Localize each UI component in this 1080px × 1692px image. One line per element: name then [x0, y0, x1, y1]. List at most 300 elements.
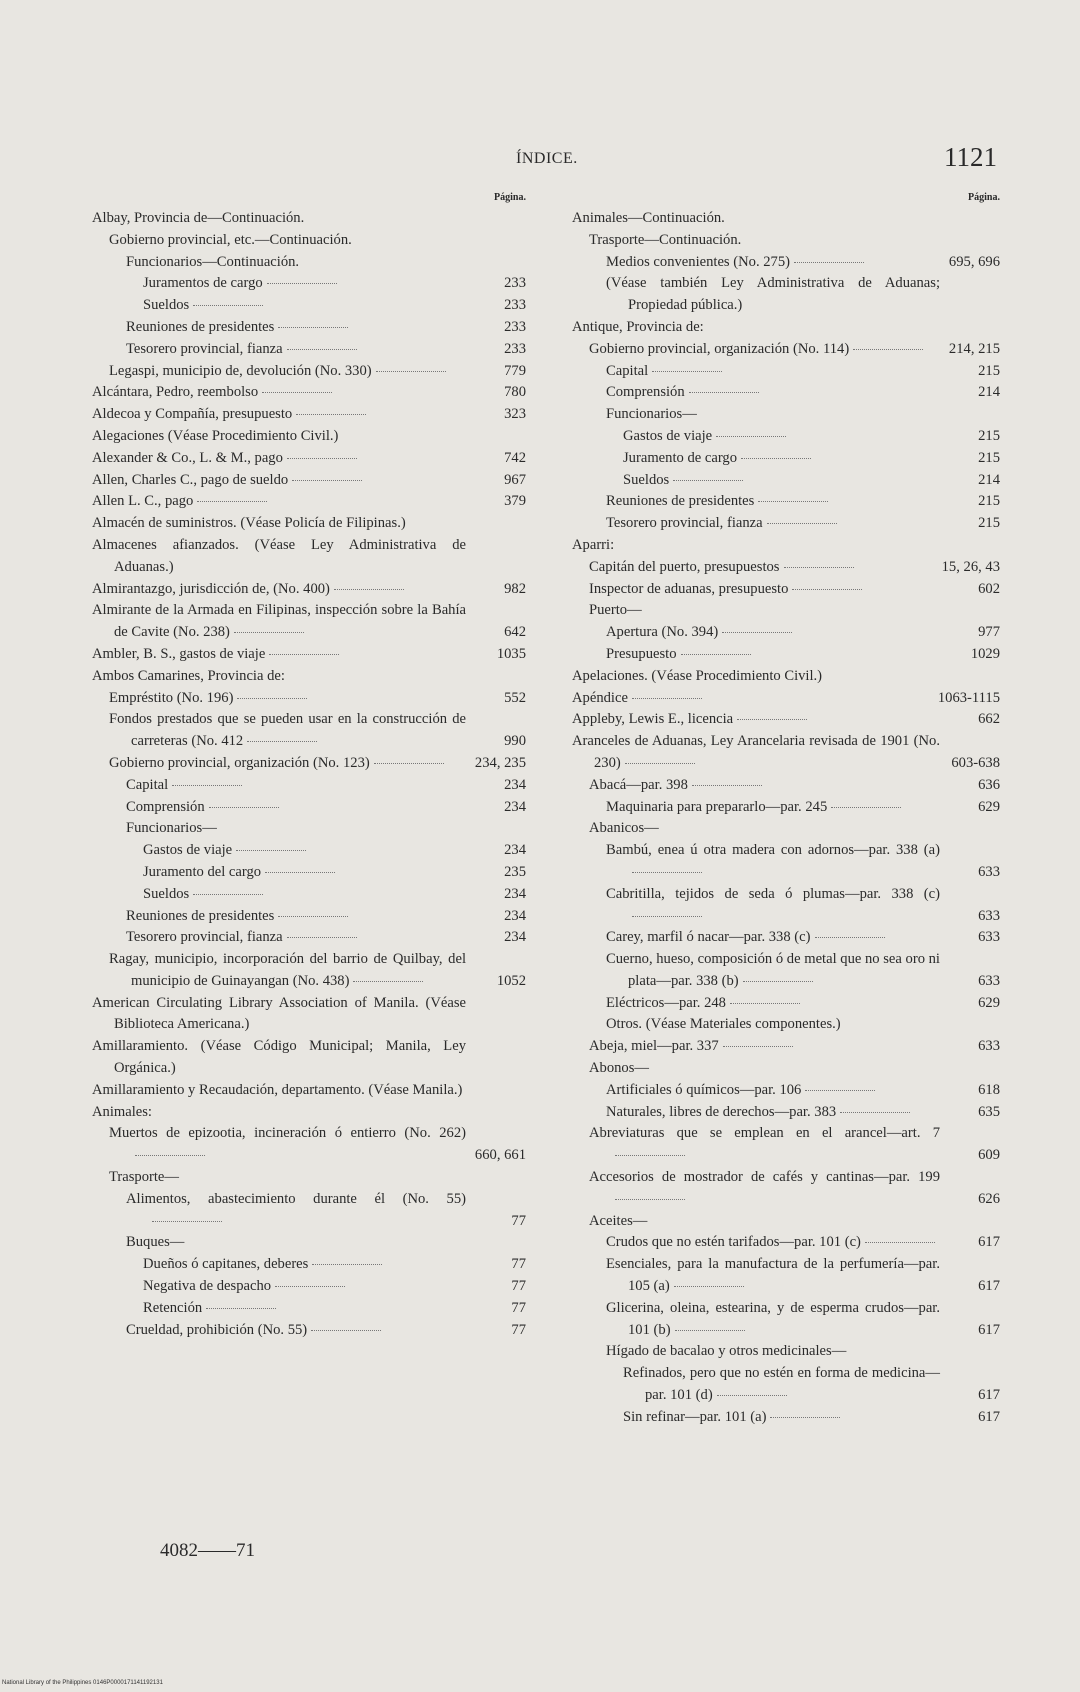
entry-text: Sin refinar—par. 101 (a) — [623, 1408, 767, 1425]
entry-text: Capital — [126, 776, 169, 793]
leader-dots — [287, 458, 357, 459]
leader-dots — [237, 698, 307, 699]
leader-dots — [206, 1308, 276, 1309]
index-entry — [572, 491, 1000, 513]
entry-text: Reuniones de presidentes — [126, 907, 275, 924]
entry-text: Negativa de despacho — [143, 1278, 272, 1295]
leader-dots — [172, 785, 242, 786]
entry-page: 77 — [511, 1212, 526, 1229]
entry-text: Juramentos de cargo — [143, 275, 263, 292]
index-entry — [92, 600, 526, 644]
index-entry — [92, 1320, 526, 1342]
index-entry — [92, 862, 526, 884]
entry-text: Tesorero provincial, fianza — [126, 340, 283, 357]
index-entry — [92, 797, 526, 819]
entry-text: Gobierno provincial, organización (No. 123) — [109, 754, 370, 771]
index-entry — [572, 927, 1000, 949]
leader-dots — [865, 1242, 935, 1243]
entry-text: Hígado de bacalao y otros medicinales— — [606, 1343, 847, 1360]
entry-text: Albay, Provincia de—Continuación. — [92, 210, 305, 226]
entry-text: Gobierno provincial, etc.—Continuación. — [109, 231, 352, 248]
entry-text: Tesorero provincial, fianza — [606, 515, 763, 532]
entry-text: Capital — [606, 362, 649, 379]
leader-dots — [717, 1395, 787, 1396]
entry-text: Funcionarios— — [126, 820, 217, 837]
pagina-label: Página. — [968, 192, 1000, 203]
entry-page: 618 — [978, 1081, 1000, 1098]
leader-dots — [234, 632, 304, 633]
entry-page: 617 — [978, 1321, 1000, 1338]
leader-dots — [615, 1199, 685, 1200]
entry-text: Bambú, enea ú otra madera con adornos—par. 338 (a) — [606, 842, 940, 859]
index-entry — [572, 600, 1000, 622]
entry-page: 234 — [504, 798, 526, 815]
index-entry — [572, 666, 1000, 688]
entry-text: Otros. (Véase Materiales componentes.) — [606, 1016, 841, 1033]
index-entry — [92, 361, 526, 383]
index-entry — [92, 230, 526, 252]
entry-text: Crudos que no estén tarifados—par. 101 (c) — [606, 1234, 861, 1251]
entry-text: Gastos de viaje — [623, 427, 713, 444]
entry-text: Almirante de la Armada en Filipinas, inspección sobre la Bahía de Cavite (No. 238) — [92, 602, 466, 641]
index-entry — [572, 317, 1000, 339]
entry-page: 15, 26, 43 — [941, 558, 1000, 575]
entry-text: Apelaciones. (Véase Procedimiento Civil.) — [572, 667, 823, 684]
entry-page: 617 — [978, 1408, 1000, 1425]
entry-text: Abonos— — [589, 1060, 649, 1077]
entry-text: Abanicos— — [589, 820, 659, 837]
entry-page: 234 — [504, 907, 526, 924]
index-entry — [572, 840, 1000, 884]
entry-text: Aldecoa y Compañía, presupuesto — [92, 406, 293, 423]
entry-text: Buques— — [126, 1234, 185, 1251]
leader-dots — [743, 981, 813, 982]
index-entry — [92, 666, 526, 688]
pagina-label: Página. — [494, 192, 526, 203]
index-entry — [92, 295, 526, 317]
index-entry — [92, 1036, 526, 1080]
signature-mark: 4082——71 — [160, 1540, 255, 1561]
leader-dots — [840, 1112, 910, 1113]
index-entry — [572, 1407, 1000, 1429]
leader-dots — [311, 1330, 381, 1331]
entry-page: 662 — [978, 711, 1000, 728]
entry-text: Funcionarios— — [606, 406, 697, 423]
entry-text: Abreviaturas que se emplean en el arancel—art. 7 — [589, 1125, 940, 1142]
index-entry — [92, 1232, 526, 1254]
entry-text: Dueños ó capitanes, deberes — [143, 1256, 309, 1273]
entry-page: 234 — [504, 929, 526, 946]
leader-dots — [723, 1046, 793, 1047]
leader-dots — [758, 501, 828, 502]
entry-text: Inspector de aduanas, presupuesto — [589, 580, 789, 597]
index-entry — [92, 535, 526, 579]
entry-text: Carey, marfil ó nacar—par. 338 (c) — [606, 929, 811, 946]
leader-dots — [815, 937, 885, 938]
entry-page: 234, 235 — [474, 754, 526, 771]
index-entry — [572, 731, 1000, 775]
entry-text: Juramento del cargo — [143, 863, 262, 880]
entry-page: 215 — [978, 515, 1000, 532]
index-entry — [572, 688, 1000, 710]
leader-dots — [632, 698, 702, 699]
index-entry — [92, 513, 526, 535]
index-entry — [572, 709, 1000, 731]
entry-page: 633 — [978, 972, 1000, 989]
index-entry — [572, 775, 1000, 797]
leader-dots — [334, 589, 404, 590]
leader-dots — [193, 305, 263, 306]
index-entry — [572, 557, 1000, 579]
leader-dots — [193, 894, 263, 895]
entry-text: Ambler, B. S., gastos de viaje — [92, 645, 266, 662]
leader-dots — [262, 392, 332, 393]
entry-page: 633 — [978, 929, 1000, 946]
leader-dots — [269, 654, 339, 655]
entry-page: 967 — [504, 471, 526, 488]
leader-dots — [675, 1330, 745, 1331]
index-entry — [572, 1363, 1000, 1407]
index-entry — [572, 1254, 1000, 1298]
entry-text: Amillaramiento. (Véase Código Municipal; Manila, Ley Orgánica.) — [92, 1038, 466, 1077]
index-entry — [92, 818, 526, 840]
index-entry — [92, 404, 526, 426]
index-entry — [572, 448, 1000, 470]
entry-text: Aparri: — [572, 536, 615, 553]
entry-text: Esenciales, para la manufactura de la perfumería—par. 105 (a) — [606, 1256, 940, 1295]
entry-text: Fondos prestados que se pueden usar en la construcción de carreteras (No. 412 — [109, 711, 466, 750]
entry-page: 77 — [511, 1299, 526, 1316]
leader-dots — [292, 480, 362, 481]
entry-page: 982 — [504, 580, 526, 597]
index-entry — [92, 1080, 526, 1102]
index-entry — [92, 1167, 526, 1189]
index-column-left — [92, 192, 526, 1341]
index-entry — [92, 426, 526, 448]
entry-page: 1052 — [496, 972, 526, 989]
entry-page: 233 — [504, 297, 526, 314]
leader-dots — [376, 371, 446, 372]
entry-text: Tesorero provincial, fianza — [126, 929, 283, 946]
leader-dots — [689, 392, 759, 393]
leader-dots — [236, 850, 306, 851]
index-entry — [92, 1276, 526, 1298]
entry-page: 214 — [978, 471, 1000, 488]
leader-dots — [278, 327, 348, 328]
entry-text: Comprensión — [606, 384, 685, 401]
entry-page: 323 — [504, 406, 526, 423]
index-entry — [572, 1211, 1000, 1233]
entry-text: Medios convenientes (No. 275) — [606, 253, 791, 270]
entry-page: 215 — [978, 427, 1000, 444]
leader-dots — [737, 719, 807, 720]
index-entry — [92, 339, 526, 361]
index-entry — [572, 1058, 1000, 1080]
index-entry — [92, 906, 526, 928]
entry-text: Trasporte—Continuación. — [589, 231, 742, 248]
index-entry — [572, 404, 1000, 426]
entry-page: 215 — [978, 362, 1000, 379]
entry-text: Almacén de suministros. (Véase Policía de Filipinas.) — [92, 515, 406, 532]
entry-page: 780 — [504, 384, 526, 401]
entry-page: 233 — [504, 340, 526, 357]
entry-text: Alcántara, Pedro, reembolso — [92, 384, 259, 401]
leader-dots — [287, 937, 357, 938]
entry-text: Abacá—par. 398 — [589, 776, 688, 793]
leader-dots — [831, 807, 901, 808]
leader-dots — [652, 371, 722, 372]
index-entry — [92, 927, 526, 949]
entry-page: 617 — [978, 1387, 1000, 1404]
index-entry — [572, 1167, 1000, 1211]
index-entry — [572, 1102, 1000, 1124]
leader-dots — [673, 480, 743, 481]
index-entry — [92, 208, 526, 230]
leader-dots — [722, 632, 792, 633]
entry-page: 629 — [978, 994, 1000, 1011]
entry-text: Allen L. C., pago — [92, 493, 194, 510]
entry-text: Reuniones de presidentes — [126, 318, 275, 335]
index-entry — [92, 317, 526, 339]
entry-text: Sueldos — [143, 297, 190, 314]
footer-credit: National Library of the Philippines 0146P0000171141192131 — [2, 1680, 163, 1686]
entry-text: Apertura (No. 394) — [606, 624, 719, 641]
index-entry — [92, 1123, 526, 1167]
index-entry — [572, 622, 1000, 644]
index-entry — [92, 709, 526, 753]
entry-page: 1063-1115 — [937, 689, 1000, 706]
index-entry — [572, 208, 1000, 230]
leader-dots — [296, 414, 366, 415]
entry-text: Retención — [143, 1299, 203, 1316]
entry-text: Crueldad, prohibición (No. 55) — [126, 1321, 308, 1338]
leader-dots — [632, 872, 702, 873]
leader-dots — [853, 349, 923, 350]
entry-text: Sueldos — [623, 471, 670, 488]
entry-text: Cabritilla, tejidos de seda ó plumas—par. 338 (c) — [606, 885, 940, 902]
entry-page: 629 — [978, 798, 1000, 815]
entry-text: Artificiales ó químicos—par. 106 — [606, 1081, 802, 1098]
entry-text: Gobierno provincial, organización (No. 114) — [589, 340, 850, 357]
index-entry — [572, 470, 1000, 492]
leader-dots — [741, 458, 811, 459]
entry-text: Accesorios de mostrador de cafés y cantinas—par. 199 — [589, 1169, 940, 1186]
index-entry — [92, 840, 526, 862]
index-entry — [572, 1014, 1000, 1036]
entry-text: Alexander & Co., L. & M., pago — [92, 449, 283, 466]
leader-dots — [615, 1155, 685, 1156]
index-entry — [92, 382, 526, 404]
leader-dots — [353, 981, 423, 982]
entry-text: Gastos de viaje — [143, 842, 233, 859]
entry-page: 635 — [978, 1103, 1000, 1120]
entry-page: 77 — [511, 1256, 526, 1273]
entry-text: Refinados, pero que no estén en forma de medicina—par. 101 (d) — [623, 1365, 940, 1404]
entry-page: 77 — [511, 1321, 526, 1338]
entry-text: Sueldos — [143, 885, 190, 902]
entry-page: 234 — [504, 885, 526, 902]
entry-text: Apéndice — [572, 689, 628, 706]
entry-text: Comprensión — [126, 798, 205, 815]
entry-page: 1035 — [496, 645, 526, 662]
index-entry — [92, 1189, 526, 1233]
leader-dots — [784, 567, 854, 568]
index-entry — [92, 949, 526, 993]
leader-dots — [209, 807, 279, 808]
page-header — [0, 142, 1080, 190]
entry-page: 990 — [504, 733, 526, 750]
leader-dots — [278, 916, 348, 917]
leader-dots — [287, 349, 357, 350]
leader-dots — [681, 654, 751, 655]
index-entry — [572, 535, 1000, 557]
index-entry — [572, 382, 1000, 404]
entry-page: 235 — [504, 863, 526, 880]
entry-text: Eléctricos—par. 248 — [606, 994, 726, 1011]
entry-text: Abeja, miel—par. 337 — [589, 1038, 719, 1055]
entry-text: Animales—Continuación. — [572, 210, 725, 226]
index-entry — [92, 448, 526, 470]
entry-page: 234 — [504, 842, 526, 859]
index-entry — [572, 1232, 1000, 1254]
index-entry — [92, 644, 526, 666]
entry-page: 77 — [511, 1278, 526, 1295]
entry-page: 1029 — [970, 645, 1000, 662]
entry-text: Legaspi, municipio de, devolución (No. 330) — [109, 362, 372, 379]
entry-text: Animales: — [92, 1103, 152, 1120]
entry-text: Muertos de epizootia, incineración ó entierro (No. 262) — [109, 1125, 466, 1142]
entry-page: 636 — [978, 776, 1000, 793]
entry-text: Empréstito (No. 196) — [109, 689, 234, 706]
entry-page: 603-638 — [951, 754, 1000, 771]
index-entry — [92, 775, 526, 797]
entry-page: 379 — [504, 493, 526, 510]
index-entry — [92, 753, 526, 775]
index-entry — [572, 273, 1000, 317]
entry-page: 660, 661 — [474, 1147, 526, 1164]
entry-page: 633 — [978, 863, 1000, 880]
entry-page: 233 — [504, 318, 526, 335]
index-entry — [572, 993, 1000, 1015]
index-entry — [572, 818, 1000, 840]
entry-page: 214 — [978, 384, 1000, 401]
entry-page: 609 — [978, 1147, 1000, 1164]
entry-text: Antique, Provincia de: — [572, 318, 704, 335]
index-entry — [572, 1080, 1000, 1102]
index-entry — [92, 252, 526, 274]
leader-dots — [197, 501, 267, 502]
index-entry — [572, 339, 1000, 361]
entry-text: Naturales, libres de derechos—par. 383 — [606, 1103, 837, 1120]
index-entry — [572, 797, 1000, 819]
index-entry — [572, 361, 1000, 383]
leader-dots — [632, 916, 702, 917]
index-entry — [92, 273, 526, 295]
entry-text: Alegaciones (Véase Procedimiento Civil.) — [92, 427, 339, 444]
index-entry — [572, 1341, 1000, 1363]
entry-text: Allen, Charles C., pago de sueldo — [92, 471, 289, 488]
index-entry — [92, 688, 526, 710]
entry-text: Presupuesto — [606, 645, 677, 662]
entry-page: 633 — [978, 907, 1000, 924]
entry-text: Almirantazgo, jurisdicción de, (No. 400) — [92, 580, 330, 597]
entry-page: 234 — [504, 776, 526, 793]
index-column-right — [572, 192, 1000, 1429]
leader-dots — [770, 1417, 840, 1418]
index-entry — [572, 1123, 1000, 1167]
entry-page: 617 — [978, 1278, 1000, 1295]
index-entry — [572, 644, 1000, 666]
index-entry — [572, 949, 1000, 993]
entry-page: 742 — [504, 449, 526, 466]
index-entry — [92, 993, 526, 1037]
index-entry — [92, 1298, 526, 1320]
leader-dots — [152, 1221, 222, 1222]
leader-dots — [674, 1286, 744, 1287]
entry-text: Amillaramiento y Recaudación, departamento. (Véase Manila.) — [92, 1081, 463, 1098]
leader-dots — [267, 283, 337, 284]
index-entry — [572, 1036, 1000, 1058]
index-entry — [92, 1254, 526, 1276]
index-entry — [92, 1102, 526, 1124]
entry-text: American Circulating Library Association of Manila. (Véase Biblioteca Americana.) — [92, 994, 466, 1033]
entry-text: Ragay, municipio, incorporación del barrio de Quilbay, del municipio de Guinayangan (No. 438) — [109, 951, 466, 989]
page-number: 1121 — [944, 142, 997, 172]
leader-dots — [135, 1155, 205, 1156]
entry-text: Capitán del puerto, presupuestos — [589, 558, 780, 575]
index-entry — [92, 579, 526, 601]
entry-text: Appleby, Lewis E., licencia — [572, 711, 734, 728]
entry-text: (Véase también Ley Administrativa de Aduanas; Propiedad pública.) — [606, 275, 940, 314]
leader-dots — [312, 1264, 382, 1265]
index-entry — [92, 470, 526, 492]
entry-text: Reuniones de presidentes — [606, 493, 755, 510]
leader-dots — [625, 763, 695, 764]
index-entry — [92, 491, 526, 513]
entry-text: Alimentos, abastecimiento durante él (No. 55) — [126, 1190, 466, 1207]
index-entry — [572, 513, 1000, 535]
entry-page: 695, 696 — [948, 253, 1000, 270]
leader-dots — [805, 1090, 875, 1091]
index-entry — [572, 426, 1000, 448]
entry-text: Puerto— — [589, 602, 642, 619]
leader-dots — [767, 523, 837, 524]
entry-page: 617 — [978, 1234, 1000, 1251]
index-entry — [572, 230, 1000, 252]
index-entry — [572, 884, 1000, 928]
entry-text: Maquinaria para prepararlo—par. 245 — [606, 798, 828, 815]
index-entry — [92, 884, 526, 906]
index-entry — [572, 579, 1000, 601]
entry-text: Aceites— — [589, 1212, 648, 1229]
leader-dots — [730, 1003, 800, 1004]
entry-text: Glicerina, oleina, estearina, y de esperma crudos—par. 101 (b) — [606, 1299, 940, 1338]
entry-text: Almacenes afianzados. (Véase Ley Administrativa de Aduanas.) — [92, 536, 466, 575]
running-head: ÍNDICE. — [516, 150, 578, 167]
entry-text: Trasporte— — [109, 1169, 179, 1186]
leader-dots — [716, 436, 786, 437]
leader-dots — [794, 262, 864, 263]
entry-page: 233 — [504, 275, 526, 292]
entry-page: 626 — [978, 1190, 1000, 1207]
entry-page: 633 — [978, 1038, 1000, 1055]
entry-page: 602 — [978, 580, 1000, 597]
entry-text: Aranceles de Aduanas, Ley Arancelaria revisada de 1901 (No. 230) — [572, 733, 940, 771]
index-entry — [572, 1298, 1000, 1342]
leader-dots — [374, 763, 444, 764]
leader-dots — [275, 1286, 345, 1287]
leader-dots — [792, 589, 862, 590]
